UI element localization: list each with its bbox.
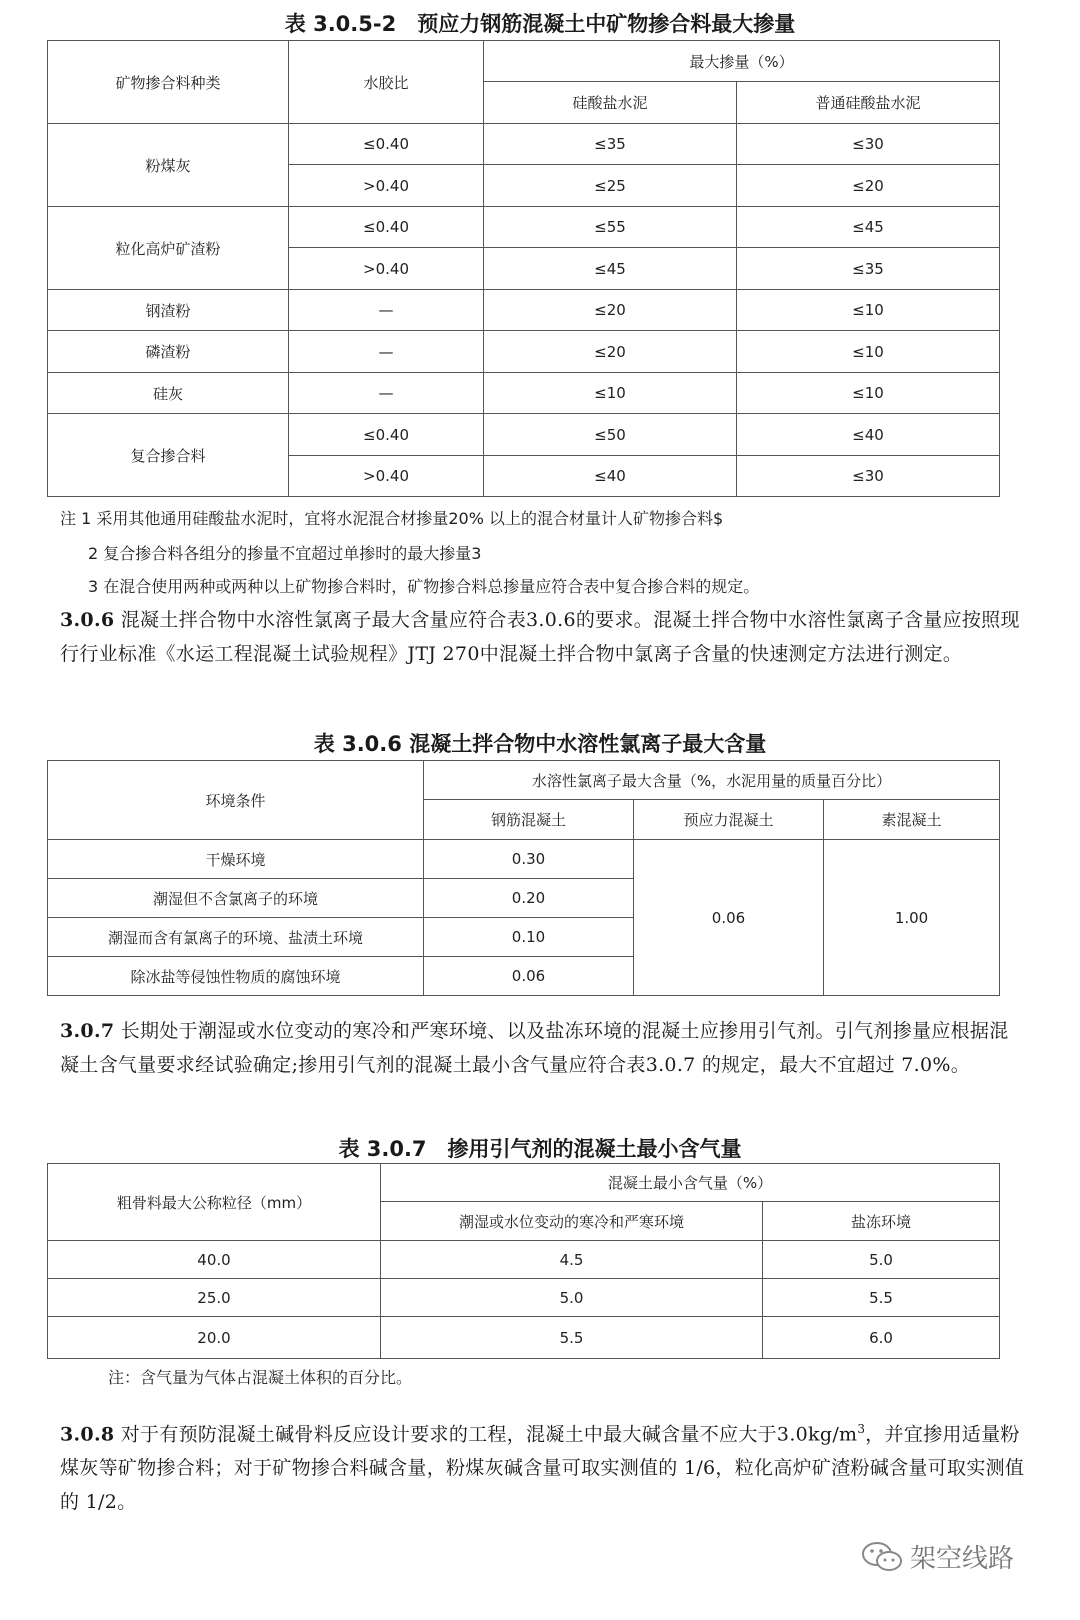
section-text: 混凝土拌合物中水溶性氯离子最大含量应符合表3.0.6的要求。混凝土拌合物中水溶性氯离子含量应按照现行行业标准《水运工程混凝土试验规程》JTJ 270中混凝土拌合物中氯离子含量的快速测定方法进行测定。	[60, 609, 1020, 665]
table-cell: ≤35	[737, 248, 1000, 290]
table-cell: ≤10	[737, 331, 1000, 373]
table3-header-salt: 盐冻环境	[763, 1202, 1000, 1241]
table-cell: 0.10	[424, 918, 634, 957]
table-cell: ≤20	[484, 331, 737, 373]
table-cell: 5.0	[763, 1241, 1000, 1279]
table1	[47, 40, 1000, 497]
table-row	[48, 290, 1000, 331]
table-cell: —	[289, 290, 484, 331]
table-cell: 0.20	[424, 879, 634, 918]
table1-material: 粉煤灰	[48, 124, 289, 207]
table-cell: >0.40	[289, 456, 484, 497]
table1-header-ordinary: 普通硅酸盐水泥	[737, 82, 1000, 124]
table-cell: —	[289, 331, 484, 373]
table1-material: 硅灰	[48, 373, 289, 414]
table-row	[48, 331, 1000, 373]
table1-material: 复合掺合料	[48, 414, 289, 497]
table-cell: ≤45	[737, 207, 1000, 248]
table-cell: —	[289, 373, 484, 414]
table-cell: 潮湿而含有氯离子的环境、盐渍土环境	[48, 918, 424, 957]
table-cell: ≤30	[737, 124, 1000, 165]
table-cell: >0.40	[289, 248, 484, 290]
table-cell: 4.5	[381, 1241, 763, 1279]
table-cell: 5.5	[381, 1317, 763, 1359]
table-cell: 0.30	[424, 840, 634, 879]
table3-header-cold: 潮湿或水位变动的寒冷和严寒环境	[381, 1202, 763, 1241]
table3-header-group: 混凝土最小含气量（%）	[381, 1164, 1000, 1202]
table-cell: ≤0.40	[289, 124, 484, 165]
table-row	[48, 1279, 1000, 1317]
table-cell: ≤20	[737, 165, 1000, 207]
table-cell: ≤20	[484, 290, 737, 331]
table-cell: ≤40	[737, 414, 1000, 456]
table-cell: 0.06	[424, 957, 634, 996]
table1-header-type: 矿物掺合料种类	[48, 41, 289, 124]
table-cell: ≤30	[737, 456, 1000, 497]
table1-caption: 表 3.0.5-2 预应力钢筋混凝土中矿物掺合料最大掺量	[284, 12, 796, 36]
table1-material: 磷渣粉	[48, 331, 289, 373]
table-cell: 5.0	[381, 1279, 763, 1317]
table-cell: 干燥环境	[48, 840, 424, 879]
table2-caption: 表 3.0.6 混凝土拌合物中水溶性氯离子最大含量	[313, 732, 767, 756]
table2-header-prestressed: 预应力混凝土	[634, 800, 824, 840]
table2	[47, 760, 1000, 996]
section-number: 3.0.7	[60, 1020, 115, 1042]
table2-prestressed-value: 0.06	[634, 840, 824, 996]
table1-material: 粒化高炉矿渣粉	[48, 207, 289, 290]
table-cell: ≤35	[484, 124, 737, 165]
table-row	[48, 1317, 1000, 1359]
table1-material: 钢渣粉	[48, 290, 289, 331]
table2-plain-value: 1.00	[824, 840, 1000, 996]
section-text-b: ，并宜掺用适量粉煤灰等矿物掺合料；对于矿物掺合料碱含量，粉煤灰碱含量可取实测值的 1/6，粒化高炉矿渣粉碱含量可取实测值的 1/2。	[60, 1423, 1025, 1514]
watermark	[860, 1538, 1014, 1575]
table-row	[48, 414, 1000, 456]
table-cell: ≤40	[484, 456, 737, 497]
table3-header-size: 粗骨料最大公称粒径（mm）	[48, 1164, 381, 1241]
table-cell: ≤10	[737, 373, 1000, 414]
table2-header-rc: 钢筋混凝土	[424, 800, 634, 840]
table1-header-max: 最大掺量（%）	[484, 41, 1000, 82]
table1-header-wb: 水胶比	[289, 41, 484, 124]
section-3-0-6	[60, 603, 1025, 671]
table-cell: 6.0	[763, 1317, 1000, 1359]
table3-caption: 表 3.0.7 掺用引气剂的混凝土最小含气量	[338, 1137, 742, 1161]
table2-header-plain: 素混凝土	[824, 800, 1000, 840]
table-cell: 40.0	[48, 1241, 381, 1279]
table-row	[48, 373, 1000, 414]
table1-note-1: 注 1 采用其他通用硅酸盐水泥时，宜将水泥混合材掺量20% 以上的混合材量计人矿物掺合料$	[60, 509, 724, 528]
table-cell: 除冰盐等侵蚀性物质的腐蚀环境	[48, 957, 424, 996]
table2-header-env: 环境条件	[48, 761, 424, 840]
watermark-text: 架空线路	[909, 1544, 1014, 1574]
section-number: 3.0.8	[60, 1423, 115, 1446]
table1-note-2: 2 复合掺合料各组分的掺量不宜超过单掺时的最大掺量3	[88, 544, 482, 563]
table1-note-3: 3 在混合使用两种或两种以上矿物掺合料时，矿物掺合料总掺量应符合表中复合掺合料的规定。	[88, 577, 760, 596]
table2-header-group: 水溶性氯离子最大含量（%，水泥用量的质量百分比）	[424, 761, 1000, 800]
wechat-icon	[860, 1540, 904, 1574]
table-row	[48, 1241, 1000, 1279]
table-cell: ≤10	[737, 290, 1000, 331]
table3-note: 注：含气量为气体占混凝土体积的百分比。	[108, 1368, 413, 1387]
table-cell: 5.5	[763, 1279, 1000, 1317]
table3	[47, 1163, 1000, 1359]
table-cell: ≤10	[484, 373, 737, 414]
table-cell: 25.0	[48, 1279, 381, 1317]
table-cell: ≤50	[484, 414, 737, 456]
table-row	[48, 840, 1000, 879]
table-cell: ≤0.40	[289, 414, 484, 456]
table-cell: 20.0	[48, 1317, 381, 1359]
table-cell: 潮湿但不含氯离子的环境	[48, 879, 424, 918]
section-3-0-8	[60, 1412, 1025, 1519]
superscript: 3	[857, 1422, 866, 1436]
section-3-0-7	[60, 1014, 1025, 1082]
table-cell: ≤45	[484, 248, 737, 290]
section-text: 长期处于潮湿或水位变动的寒冷和严寒环境、以及盐冻环境的混凝土应掺用引气剂。引气剂掺量应根据混凝土含气量要求经试验确定;掺用引气剂的混凝土最小含气量应符合表3.0.7 的规定，最大不宜超过 7.0%。	[60, 1020, 1009, 1076]
table-cell: ≤25	[484, 165, 737, 207]
table-row	[48, 124, 1000, 165]
table-cell: ≤55	[484, 207, 737, 248]
table-row	[48, 207, 1000, 248]
table-cell: >0.40	[289, 165, 484, 207]
section-text-a: 对于有预防混凝土碱骨料反应设计要求的工程，混凝土中最大碱含量不应大于3.0kg/m	[120, 1423, 858, 1446]
table1-header-portland: 硅酸盐水泥	[484, 82, 737, 124]
table-cell: ≤0.40	[289, 207, 484, 248]
section-number: 3.0.6	[60, 609, 115, 631]
